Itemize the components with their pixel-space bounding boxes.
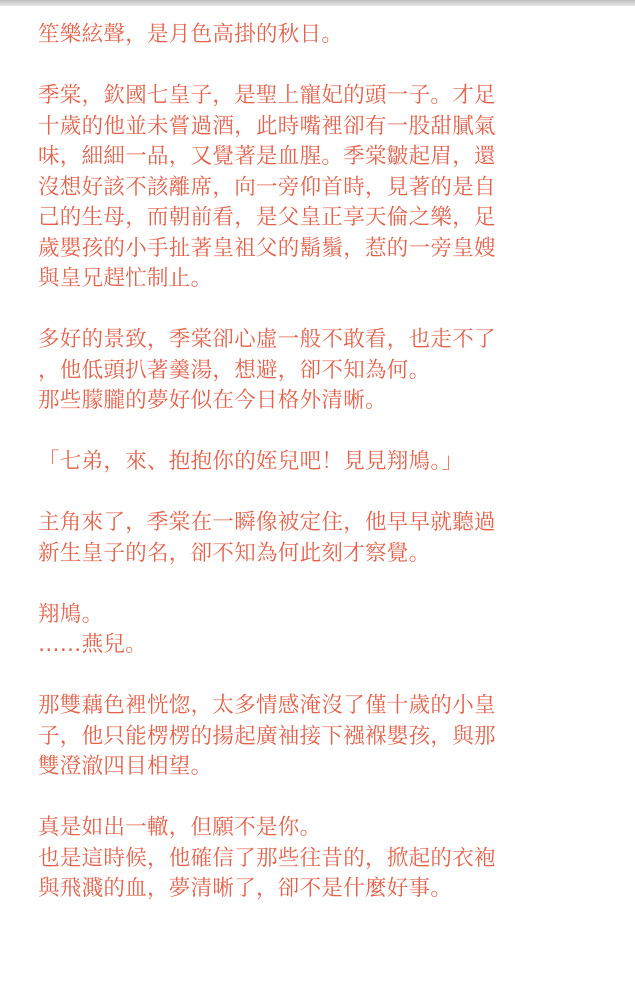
text-line: 多好的景致，季棠卻心虛一般不敢看，也走不了 — [38, 327, 496, 352]
paragraph-gap — [38, 51, 598, 82]
paragraph-gap — [38, 569, 598, 600]
paragraph — [38, 813, 598, 905]
text-line: 真是如出一轍，但願不是你。 — [38, 815, 322, 840]
text-line: 主角來了，季棠在一瞬像被定住，他早早就聽過 — [38, 510, 496, 535]
paragraph — [38, 81, 598, 295]
paragraph-gap — [38, 783, 598, 814]
text-line: 那些朦朧的夢好似在今日格外清晰。 — [38, 388, 387, 413]
text-line: 味，細細一品，又覺著是血腥。季棠皺起眉，還 — [38, 144, 496, 169]
text-line: 新生皇子的名，卻不知為何此刻才察覺。 — [38, 540, 431, 566]
paragraph-gap — [38, 661, 598, 692]
text-line: ，他低頭扒著羹湯，想避，卻不知為何。 — [38, 357, 431, 383]
paragraph-gap — [38, 295, 598, 326]
text-line: 與飛濺的血，夢清晰了，卻不是什麼好事。 — [38, 876, 453, 901]
text-line: 翔鳩。 — [38, 601, 104, 627]
text-line: 子，他只能楞楞的揚起廣袖接下襁褓嬰孩，與那 — [38, 723, 496, 749]
paragraph-gap — [38, 417, 598, 448]
paragraph — [38, 20, 598, 51]
text-line: 與皇兄趕忙制止。 — [38, 266, 213, 291]
paragraph — [38, 447, 598, 478]
text-line: 雙澄澈四目相望。 — [38, 754, 213, 779]
text-line: 十歲的他並未嘗過酒，此時嘴裡卻有一股甜膩氣 — [38, 113, 496, 139]
top-scroll-edge — [0, 0, 635, 6]
text-line: 笙樂絃聲，是月色高掛的秋日。 — [38, 22, 344, 47]
text-line: 也是這時候，他確信了那些往昔的，掀起的衣袍 — [38, 845, 496, 871]
text-line: 歲嬰孩的小手扯著皇祖父的鬍鬚，惹的一旁皇嫂 — [38, 235, 496, 261]
paragraph-gap — [38, 478, 598, 509]
story-text — [38, 20, 598, 905]
text-line: 那雙藕色裡恍惚，太多情感淹沒了僅十歲的小皇 — [38, 693, 496, 718]
paragraph — [38, 600, 598, 661]
text-line: 季棠，欽國七皇子，是聖上寵妃的頭一子。才足 — [38, 83, 496, 108]
text-line: ……燕兒。 — [38, 632, 148, 657]
paragraph — [38, 325, 598, 417]
text-line: 己的生母，而朝前看，是父皇正享天倫之樂，足 — [38, 205, 496, 230]
paragraph — [38, 691, 598, 783]
text-line: 「七弟，來、抱抱你的姪兒吧！見見翔鳩。」 — [38, 449, 464, 474]
paragraph — [38, 508, 598, 569]
text-line: 沒想好該不該離席，向一旁仰首時，見著的是自 — [38, 174, 496, 200]
